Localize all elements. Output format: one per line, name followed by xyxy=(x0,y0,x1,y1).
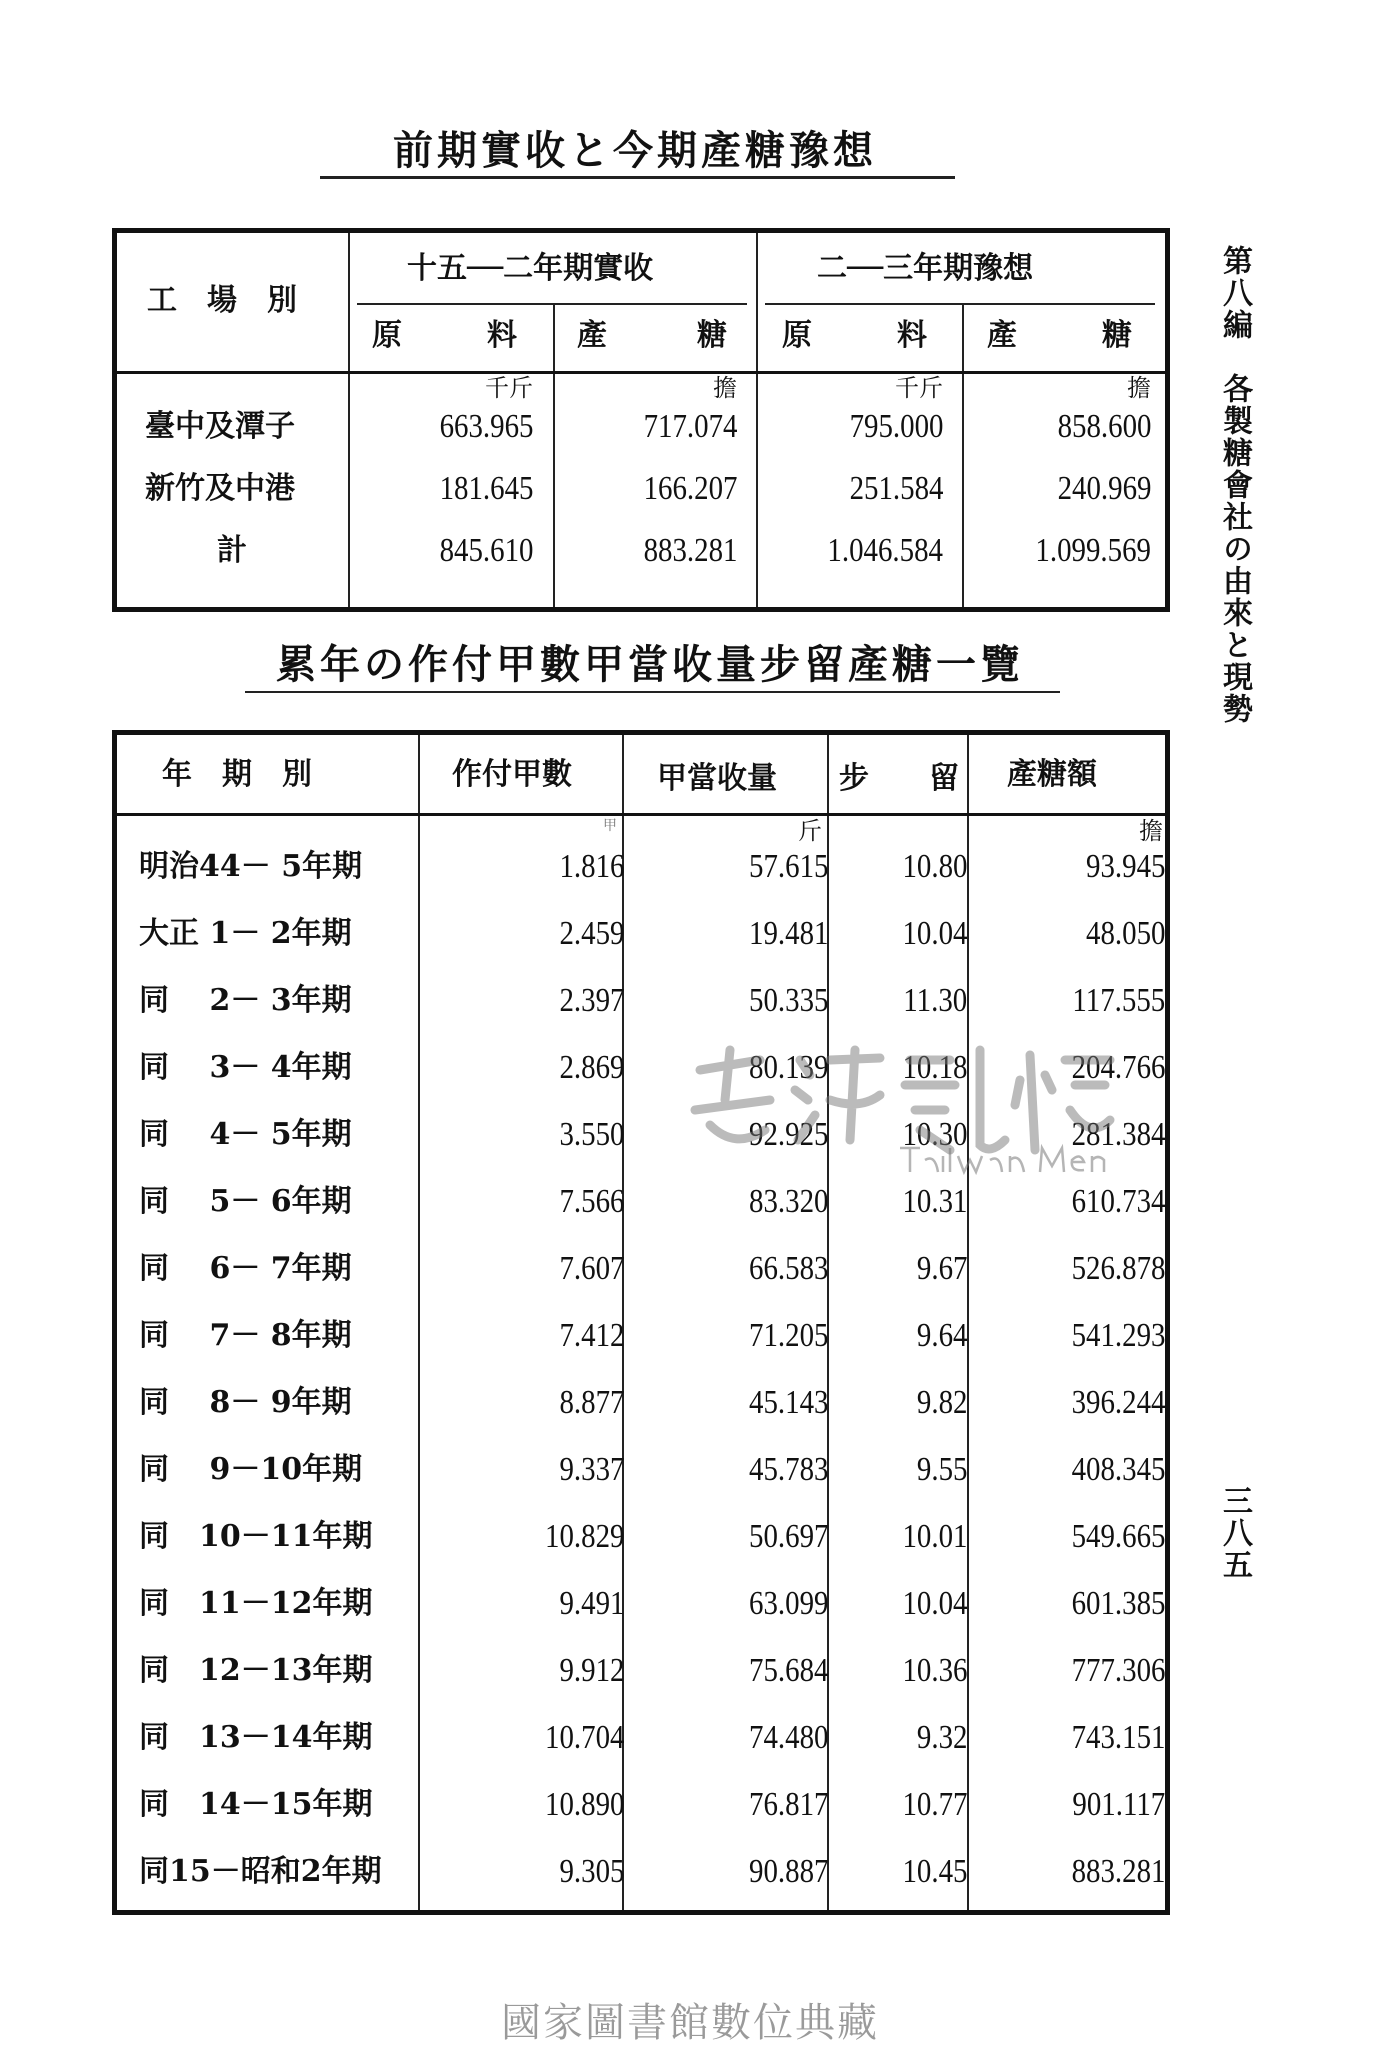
unit-raw: 千斤 xyxy=(485,374,533,402)
cell-value: 9.912 xyxy=(558,1652,624,1689)
cell-value: 10.80 xyxy=(901,848,967,885)
cell-value: 204.766 xyxy=(1071,1049,1165,1086)
cell-value: 50.335 xyxy=(748,982,828,1019)
cell-value: 10.31 xyxy=(901,1183,967,1220)
cell-value: 10.18 xyxy=(901,1049,967,1086)
row-divider xyxy=(765,303,1155,305)
cell-value: 66.583 xyxy=(748,1250,828,1287)
table-row-period: 同 5－ 6年期 xyxy=(139,1184,352,1219)
unit-sugar: 擔 xyxy=(1127,374,1151,402)
cell-value: 663.965 xyxy=(439,408,533,445)
unit-sugar: 擔 xyxy=(1139,817,1163,845)
row-divider xyxy=(357,303,747,305)
cell-value: 9.32 xyxy=(916,1719,967,1756)
cell-value: 251.584 xyxy=(849,470,943,507)
table1 xyxy=(112,228,1170,612)
table-row-period: 明治44－ 5年期 xyxy=(139,849,363,884)
cell-value: 526.878 xyxy=(1071,1250,1165,1287)
unit-area: 甲 xyxy=(603,818,617,834)
table2-title: 累年の作付甲數甲當收量步留產糖一覽 xyxy=(276,641,1024,688)
header-group-actual: 十五──二年期實收 xyxy=(407,251,654,286)
cell-value: 117.555 xyxy=(1072,982,1165,1019)
header-yield-per-area: 甲當收量 xyxy=(657,761,777,796)
cell-value: 45.783 xyxy=(748,1451,828,1488)
cell-value: 2.459 xyxy=(558,915,624,952)
table-row-period: 大正 1－ 2年期 xyxy=(139,916,352,951)
row-label: 計 xyxy=(217,533,247,568)
cell-value: 71.205 xyxy=(748,1317,828,1354)
cell-value: 9.55 xyxy=(916,1451,967,1488)
cell-value: 10.704 xyxy=(544,1719,624,1756)
header-divider xyxy=(117,371,1165,374)
cell-value: 9.491 xyxy=(558,1585,624,1622)
cell-value: 10.890 xyxy=(544,1786,624,1823)
cell-value: 93.945 xyxy=(1085,848,1165,885)
header-recovery-rate: 步 留 xyxy=(839,761,959,796)
cell-value: 777.306 xyxy=(1071,1652,1165,1689)
unit-sugar: 擔 xyxy=(713,374,737,402)
table2 xyxy=(112,730,1170,1915)
cell-value: 240.969 xyxy=(1057,470,1151,507)
header-raw-2a: 原 xyxy=(782,318,812,353)
cell-value: 2.869 xyxy=(558,1049,624,1086)
header-period: 年 期 別 xyxy=(162,757,312,792)
cell-value: 717.074 xyxy=(643,408,737,445)
cell-value: 50.697 xyxy=(748,1518,828,1555)
header-factory: 工 場 別 xyxy=(147,283,297,318)
column-divider xyxy=(962,303,964,607)
table-row-period: 同 11－12年期 xyxy=(139,1586,373,1621)
table-row-period: 同 14－15年期 xyxy=(139,1787,373,1822)
table-row-period: 同 10－11年期 xyxy=(139,1519,373,1554)
header-divider xyxy=(117,813,1165,816)
cell-value: 1.046.584 xyxy=(827,532,943,569)
title-underline xyxy=(245,691,1060,693)
table-row-period: 同 13－14年期 xyxy=(139,1720,373,1755)
footer-credit: 國家圖書館數位典藏 xyxy=(501,2000,879,2046)
cell-value: 9.67 xyxy=(916,1250,967,1287)
cell-value: 76.817 xyxy=(748,1786,828,1823)
table-row-period: 同 12－13年期 xyxy=(139,1653,373,1688)
table-row-period: 同 2－ 3年期 xyxy=(139,983,352,1018)
cell-value: 48.050 xyxy=(1085,915,1165,952)
header-raw-2b: 料 xyxy=(897,318,927,353)
unit-yield: 斤 xyxy=(798,817,822,845)
header-sugar-2b: 糖 xyxy=(1102,318,1132,353)
cell-value: 2.397 xyxy=(558,982,624,1019)
cell-value: 10.04 xyxy=(901,1585,967,1622)
cell-value: 883.281 xyxy=(1071,1853,1165,1890)
unit-raw: 千斤 xyxy=(895,374,943,402)
running-header: 第八編 各製糖會社の由來と現勢 xyxy=(1217,245,1252,725)
cell-value: 858.600 xyxy=(1057,408,1151,445)
header-raw-1b: 料 xyxy=(487,318,517,353)
cell-value: 181.645 xyxy=(439,470,533,507)
cell-value: 19.481 xyxy=(748,915,828,952)
table-row-period: 同 8－ 9年期 xyxy=(139,1385,352,1420)
cell-value: 45.143 xyxy=(748,1384,828,1421)
cell-value: 1.099.569 xyxy=(1035,532,1151,569)
cell-value: 743.151 xyxy=(1071,1719,1165,1756)
cell-value: 10.04 xyxy=(901,915,967,952)
table-row-period: 同 9－10年期 xyxy=(139,1452,363,1487)
table-row-period: 同 4－ 5年期 xyxy=(139,1117,352,1152)
title-underline xyxy=(320,176,955,179)
cell-value: 74.480 xyxy=(748,1719,828,1756)
cell-value: 166.207 xyxy=(643,470,737,507)
cell-value: 601.385 xyxy=(1071,1585,1165,1622)
column-divider xyxy=(348,233,350,607)
cell-value: 83.320 xyxy=(748,1183,828,1220)
header-planted-area: 作付甲數 xyxy=(452,757,572,792)
cell-value: 3.550 xyxy=(558,1116,624,1153)
cell-value: 80.139 xyxy=(748,1049,828,1086)
cell-value: 9.305 xyxy=(558,1853,624,1890)
cell-value: 396.244 xyxy=(1071,1384,1165,1421)
cell-value: 8.877 xyxy=(558,1384,624,1421)
table1-title: 前期實收と今期產糖豫想 xyxy=(393,127,877,174)
cell-value: 9.64 xyxy=(916,1317,967,1354)
cell-value: 610.734 xyxy=(1071,1183,1165,1220)
cell-value: 9.337 xyxy=(558,1451,624,1488)
header-raw-1a: 原 xyxy=(372,318,402,353)
cell-value: 75.684 xyxy=(748,1652,828,1689)
cell-value: 10.30 xyxy=(901,1116,967,1153)
header-sugar-1a: 產 xyxy=(577,318,607,353)
cell-value: 9.82 xyxy=(916,1384,967,1421)
cell-value: 57.615 xyxy=(748,848,828,885)
cell-value: 7.412 xyxy=(558,1317,624,1354)
cell-value: 92.925 xyxy=(748,1116,828,1153)
column-divider xyxy=(756,233,758,607)
cell-value: 10.01 xyxy=(901,1518,967,1555)
table-row-period: 同 7－ 8年期 xyxy=(139,1318,352,1353)
cell-value: 845.610 xyxy=(439,532,533,569)
cell-value: 10.45 xyxy=(901,1853,967,1890)
cell-value: 7.607 xyxy=(558,1250,624,1287)
cell-value: 281.384 xyxy=(1071,1116,1165,1153)
cell-value: 10.77 xyxy=(901,1786,967,1823)
cell-value: 90.887 xyxy=(748,1853,828,1890)
column-divider xyxy=(553,303,555,607)
cell-value: 11.30 xyxy=(903,982,967,1019)
header-sugar-1b: 糖 xyxy=(697,318,727,353)
row-label: 臺中及潭子 xyxy=(145,409,295,444)
cell-value: 408.345 xyxy=(1071,1451,1165,1488)
table-row-period: 同 3－ 4年期 xyxy=(139,1050,352,1085)
header-sugar-output: 產糖額 xyxy=(1007,757,1097,792)
cell-value: 63.099 xyxy=(748,1585,828,1622)
cell-value: 901.117 xyxy=(1072,1786,1165,1823)
cell-value: 883.281 xyxy=(643,532,737,569)
table-row-period: 同 6－ 7年期 xyxy=(139,1251,352,1286)
cell-value: 1.816 xyxy=(558,848,624,885)
cell-value: 541.293 xyxy=(1071,1317,1165,1354)
column-divider xyxy=(418,735,420,1910)
row-label: 新竹及中港 xyxy=(145,471,295,506)
cell-value: 10.36 xyxy=(901,1652,967,1689)
header-group-forecast: 二──三年期豫想 xyxy=(817,251,1034,286)
cell-value: 10.829 xyxy=(544,1518,624,1555)
table-row-period: 同15－昭和2年期 xyxy=(139,1854,382,1889)
cell-value: 7.566 xyxy=(558,1183,624,1220)
cell-value: 549.665 xyxy=(1071,1518,1165,1555)
page-number: 三八五 xyxy=(1217,1485,1252,1581)
header-sugar-2a: 產 xyxy=(987,318,1017,353)
cell-value: 795.000 xyxy=(849,408,943,445)
